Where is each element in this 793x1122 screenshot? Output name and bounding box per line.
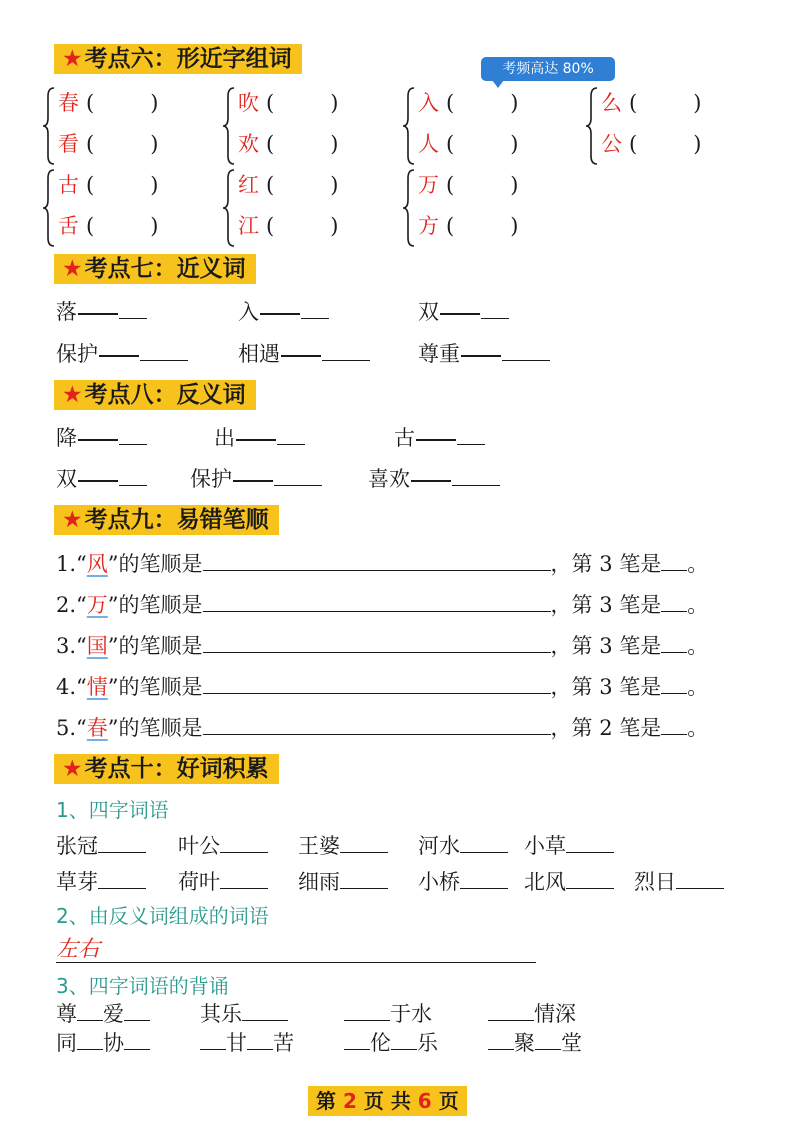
open-quote: “ — [76, 716, 87, 740]
synonyms-word: 相遇 — [238, 342, 280, 366]
char-pair-group — [42, 168, 212, 248]
prompt-text: 的笔顺是 — [118, 593, 203, 617]
char-pair-group — [222, 168, 392, 248]
brace-icon — [222, 86, 236, 166]
stroke-question — [56, 591, 708, 619]
answer-blank — [124, 1029, 150, 1050]
recite-text: 伦 — [370, 1031, 391, 1055]
frequency-badge: 考频高达 80% — [481, 57, 615, 81]
dash-line — [281, 355, 321, 357]
subheading-antonym-words: 2、由反义词组成的词语 — [56, 904, 269, 928]
synonyms-word: 保护 — [56, 342, 98, 366]
page-footer: 第 2 页 共 6 页 — [308, 1086, 467, 1116]
period: 。 — [687, 593, 709, 617]
stroke-question — [56, 714, 708, 742]
answer-blank — [98, 868, 146, 889]
stroke-number-blank — [661, 591, 687, 612]
answer-blank — [119, 424, 147, 445]
word-item — [178, 868, 268, 896]
synonyms-item — [238, 298, 329, 326]
paren-open: ( — [446, 173, 455, 197]
pair-char: 欢 — [238, 132, 259, 156]
antonyms-word: 喜欢 — [368, 467, 410, 491]
recite-item — [344, 1000, 432, 1028]
answer-blank — [77, 1000, 103, 1021]
open-quote: “ — [76, 593, 87, 617]
answer-blank — [566, 832, 614, 853]
comma: ， — [550, 634, 572, 658]
answer-blank — [301, 298, 329, 319]
word-item — [418, 868, 508, 896]
section-heading-7: ★考点七：近义词 — [54, 254, 256, 284]
close-quote: ” — [107, 552, 119, 576]
word-item — [524, 868, 614, 896]
answer-blank — [277, 424, 305, 445]
question-number: 2. — [56, 593, 77, 617]
brace-icon — [402, 86, 416, 166]
target-char: 万 — [86, 593, 108, 617]
answer-blank — [502, 340, 550, 361]
section-heading-6: ★考点六：形近字组词 — [54, 44, 302, 74]
comma: ， — [550, 675, 572, 699]
word-item — [418, 832, 508, 860]
pair-char: 方 — [418, 214, 439, 238]
pair-char: 万 — [418, 173, 439, 197]
stroke-label: 第 3 笔是 — [571, 552, 662, 576]
stroke-question — [56, 673, 708, 701]
pair-char: 公 — [601, 132, 622, 156]
paren-open: ( — [266, 173, 275, 197]
target-char: 国 — [86, 634, 108, 658]
answer-line — [56, 962, 536, 963]
char-pair-line — [601, 89, 701, 117]
period: 。 — [687, 634, 709, 658]
antonyms-item — [214, 424, 305, 452]
dash-line — [78, 439, 118, 441]
answer-blank — [460, 868, 508, 889]
answer-blank — [140, 340, 188, 361]
handwritten-answer: 左右 — [56, 937, 101, 962]
subheading-recite-words: 3、四字词语的背诵 — [56, 974, 229, 998]
prompt-text: 的笔顺是 — [118, 716, 203, 740]
recite-item — [56, 1029, 150, 1057]
char-pair-line — [58, 89, 158, 117]
question-number: 3. — [56, 634, 77, 658]
paren-close: ) — [510, 91, 519, 115]
close-quote: ” — [107, 593, 119, 617]
paren-open: ( — [266, 214, 275, 238]
char-pair-line — [238, 171, 338, 199]
dash-line — [236, 439, 276, 441]
recite-item — [488, 1000, 576, 1028]
word-item — [298, 868, 388, 896]
answer-blank — [200, 1029, 226, 1050]
answer-blank — [391, 1029, 417, 1050]
paren-close: ) — [693, 91, 702, 115]
answer-blank — [452, 465, 500, 486]
target-char: 春 — [86, 716, 108, 740]
recite-item — [56, 1000, 150, 1028]
answer-blank — [481, 298, 509, 319]
stroke-answer-blank — [203, 550, 551, 571]
recite-text: 于水 — [390, 1002, 432, 1026]
stroke-answer-blank — [203, 673, 551, 694]
paren-close: ) — [150, 214, 159, 238]
pair-char: 古 — [58, 173, 79, 197]
paren-open: ( — [629, 132, 638, 156]
stroke-label: 第 3 笔是 — [571, 675, 662, 699]
section-heading-8: ★考点八：反义词 — [54, 380, 256, 410]
period: 。 — [687, 552, 709, 576]
stroke-label: 第 3 笔是 — [571, 634, 662, 658]
open-quote: “ — [76, 634, 87, 658]
answer-blank — [98, 832, 146, 853]
answer-blank — [124, 1000, 150, 1021]
char-pair-line — [238, 89, 338, 117]
close-quote: ” — [107, 675, 119, 699]
synonyms-item — [56, 298, 147, 326]
answer-blank — [566, 868, 614, 889]
paren-open: ( — [86, 91, 95, 115]
paren-close: ) — [330, 173, 339, 197]
antonyms-item — [56, 465, 147, 493]
answer-blank — [488, 1029, 514, 1050]
answer-blank — [247, 1029, 273, 1050]
recite-item — [488, 1029, 582, 1057]
synonyms-item — [56, 340, 188, 368]
pair-char: 么 — [601, 91, 622, 115]
antonyms-item — [56, 424, 147, 452]
stroke-number-blank — [661, 673, 687, 694]
char-pair-line — [601, 130, 701, 158]
stroke-answer-blank — [203, 714, 551, 735]
dash-line — [78, 480, 118, 482]
answer-blank — [344, 1029, 370, 1050]
synonyms-word: 尊重 — [418, 342, 460, 366]
char-pair-line — [58, 130, 158, 158]
answer-blank — [457, 424, 485, 445]
target-char: 风 — [86, 552, 108, 576]
dash-line — [78, 313, 118, 315]
subheading-four-char-words: 1、四字词语 — [56, 798, 169, 822]
stroke-question — [56, 550, 708, 578]
prompt-text: 的笔顺是 — [118, 675, 203, 699]
word-item — [56, 832, 146, 860]
paren-close: ) — [693, 132, 702, 156]
answer-blank — [119, 465, 147, 486]
answer-blank — [488, 1000, 534, 1021]
word-text: 小桥 — [418, 870, 460, 894]
paren-close: ) — [330, 132, 339, 156]
word-text: 河水 — [418, 834, 460, 858]
pair-char: 入 — [418, 91, 439, 115]
pair-char: 人 — [418, 132, 439, 156]
char-pair-line — [238, 130, 338, 158]
paren-open: ( — [266, 132, 275, 156]
stroke-question — [56, 632, 708, 660]
char-pair-line — [238, 212, 338, 240]
period: 。 — [687, 716, 709, 740]
paren-close: ) — [510, 173, 519, 197]
answer-blank — [220, 868, 268, 889]
brace-icon — [42, 168, 56, 248]
star-icon: ★ — [62, 256, 83, 282]
paren-open: ( — [266, 91, 275, 115]
char-pair-group — [402, 86, 572, 166]
prompt-text: 的笔顺是 — [118, 552, 203, 576]
word-text: 王婆 — [298, 834, 340, 858]
antonyms-word: 出 — [214, 426, 235, 450]
char-pair-line — [418, 130, 518, 158]
paren-close: ) — [150, 132, 159, 156]
question-number: 5. — [56, 716, 77, 740]
recite-text: 情深 — [534, 1002, 576, 1026]
paren-open: ( — [446, 132, 455, 156]
word-item — [56, 868, 146, 896]
synonyms-item — [418, 298, 509, 326]
open-quote: “ — [76, 675, 87, 699]
stroke-label: 第 3 笔是 — [571, 593, 662, 617]
char-pair-line — [418, 171, 518, 199]
word-text: 小草 — [524, 834, 566, 858]
word-item — [298, 832, 388, 860]
paren-open: ( — [86, 173, 95, 197]
answer-blank — [242, 1000, 288, 1021]
answer-blank — [460, 832, 508, 853]
recite-text: 苦 — [273, 1031, 294, 1055]
char-pair-group — [222, 86, 392, 166]
answer-blank — [77, 1029, 103, 1050]
paren-open: ( — [86, 214, 95, 238]
word-text: 北风 — [524, 870, 566, 894]
recite-text: 其乐 — [200, 1002, 242, 1026]
paren-close: ) — [330, 91, 339, 115]
antonyms-item — [368, 465, 500, 493]
prompt-text: 的笔顺是 — [118, 634, 203, 658]
dash-line — [416, 439, 456, 441]
recite-text: 爱 — [103, 1002, 124, 1026]
recite-text: 甘 — [226, 1031, 247, 1055]
question-number: 1. — [56, 552, 77, 576]
target-char: 情 — [86, 675, 108, 699]
comma: ， — [550, 593, 572, 617]
period: 。 — [687, 675, 709, 699]
section-heading-9: ★考点九：易错笔顺 — [54, 505, 279, 535]
star-icon: ★ — [62, 46, 83, 72]
recite-text: 协 — [103, 1031, 124, 1055]
antonyms-word: 保护 — [190, 467, 232, 491]
synonyms-item — [238, 340, 370, 368]
open-quote: “ — [76, 552, 87, 576]
brace-icon — [42, 86, 56, 166]
recite-item — [200, 1000, 288, 1028]
stroke-number-blank — [661, 632, 687, 653]
star-icon: ★ — [62, 756, 83, 782]
comma: ， — [550, 552, 572, 576]
section-heading-10: ★考点十：好词积累 — [54, 754, 279, 784]
word-text: 张冠 — [56, 834, 98, 858]
pair-char: 江 — [238, 214, 259, 238]
paren-open: ( — [86, 132, 95, 156]
char-pair-line — [418, 89, 518, 117]
stroke-answer-blank — [203, 591, 551, 612]
answer-blank — [119, 298, 147, 319]
paren-close: ) — [150, 91, 159, 115]
answer-blank — [535, 1029, 561, 1050]
char-pair-group — [402, 168, 572, 248]
pair-char: 红 — [238, 173, 259, 197]
char-pair-group — [42, 86, 212, 166]
synonyms-item — [418, 340, 550, 368]
antonyms-item — [190, 465, 322, 493]
dash-line — [461, 355, 501, 357]
brace-icon — [402, 168, 416, 248]
antonyms-word: 双 — [56, 467, 77, 491]
synonyms-word: 双 — [418, 300, 439, 324]
synonyms-word: 落 — [56, 300, 77, 324]
answer-blank — [344, 1000, 390, 1021]
stroke-number-blank — [661, 714, 687, 735]
dash-line — [411, 480, 451, 482]
pair-char: 舌 — [58, 214, 79, 238]
char-pair-group — [585, 86, 755, 166]
question-number: 4. — [56, 675, 77, 699]
page-number: 2 — [342, 1089, 357, 1113]
paren-open: ( — [629, 91, 638, 115]
word-item — [524, 832, 614, 860]
char-pair-line — [58, 171, 158, 199]
recite-text: 乐 — [417, 1031, 438, 1055]
pair-char: 看 — [58, 132, 79, 156]
dash-line — [260, 313, 300, 315]
paren-open: ( — [446, 214, 455, 238]
synonyms-word: 入 — [238, 300, 259, 324]
answer-blank — [274, 465, 322, 486]
answer-blank — [322, 340, 370, 361]
recite-text: 尊 — [56, 1002, 77, 1026]
recite-text: 聚 — [514, 1031, 535, 1055]
word-text: 烈日 — [634, 870, 676, 894]
stroke-number-blank — [661, 550, 687, 571]
answer-blank — [220, 832, 268, 853]
antonyms-item — [394, 424, 485, 452]
recite-item — [200, 1029, 294, 1057]
word-text: 荷叶 — [178, 870, 220, 894]
dash-line — [440, 313, 480, 315]
close-quote: ” — [107, 634, 119, 658]
comma: ， — [550, 716, 572, 740]
recite-item — [344, 1029, 438, 1057]
answer-blank — [676, 868, 724, 889]
recite-text: 同 — [56, 1031, 77, 1055]
star-icon: ★ — [62, 507, 83, 533]
star-icon: ★ — [62, 382, 83, 408]
paren-close: ) — [510, 132, 519, 156]
recite-text: 堂 — [561, 1031, 582, 1055]
paren-open: ( — [446, 91, 455, 115]
stroke-answer-blank — [203, 632, 551, 653]
word-item — [178, 832, 268, 860]
paren-close: ) — [150, 173, 159, 197]
char-pair-line — [418, 212, 518, 240]
brace-icon — [222, 168, 236, 248]
answer-blank — [340, 868, 388, 889]
close-quote: ” — [107, 716, 119, 740]
answer-blank — [340, 832, 388, 853]
word-text: 草芽 — [56, 870, 98, 894]
word-text: 叶公 — [178, 834, 220, 858]
page-total: 6 — [417, 1089, 432, 1113]
antonyms-word: 降 — [56, 426, 77, 450]
dash-line — [99, 355, 139, 357]
paren-close: ) — [510, 214, 519, 238]
word-item — [634, 868, 724, 896]
pair-char: 春 — [58, 91, 79, 115]
word-text: 细雨 — [298, 870, 340, 894]
dash-line — [233, 480, 273, 482]
antonyms-word: 古 — [394, 426, 415, 450]
char-pair-line — [58, 212, 158, 240]
stroke-label: 第 2 笔是 — [571, 716, 662, 740]
brace-icon — [585, 86, 599, 166]
paren-close: ) — [330, 214, 339, 238]
pair-char: 吹 — [238, 91, 259, 115]
